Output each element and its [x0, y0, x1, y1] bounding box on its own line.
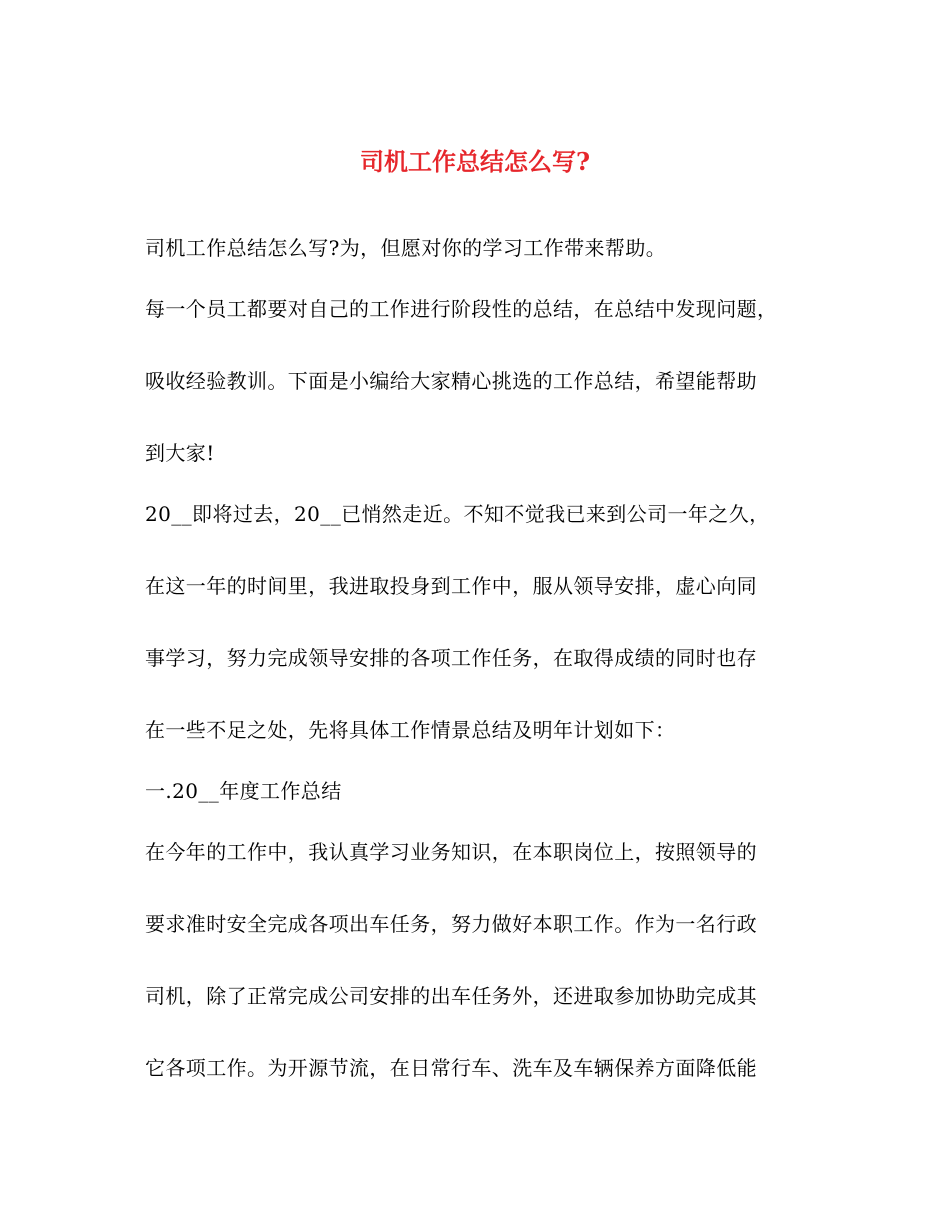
paragraph-line: 在今年的工作中，我认真学习业务知识，在本职岗位上，按照领导的	[145, 840, 757, 864]
paragraph-line: 20__即将过去，20__已悄然走近。不知不觉我已来到公司一年之久，	[145, 502, 770, 526]
paragraph-line: 司机，除了正常完成公司安排的出车任务外，还进取参加协助完成其	[145, 984, 757, 1008]
paragraph-line: 到大家!	[145, 441, 215, 465]
intro-line: 司机工作总结怎么写?为，但愿对你的学习工作带来帮助。	[145, 236, 667, 260]
paragraph-line: 要求准时安全完成各项出车任务，努力做好本职工作。作为一名行政	[145, 912, 757, 936]
paragraph-line: 在一些不足之处，先将具体工作情景总结及明年计划如下：	[145, 718, 676, 742]
paragraph-line: 它各项工作。为开源节流，在日常行车、洗车及车辆保养方面降低能	[145, 1056, 757, 1080]
paragraph-line: 每一个员工都要对自己的工作进行阶段性的总结，在总结中发现问题，	[145, 297, 778, 321]
document-title: 司机工作总结怎么写?	[359, 147, 591, 176]
paragraph-line: 吸收经验教训。下面是小编给大家精心挑选的工作总结，希望能帮助	[145, 369, 757, 393]
section-heading: 一.20__年度工作总结	[145, 779, 342, 803]
paragraph-line: 在这一年的时间里，我进取投身到工作中，服从领导安排，虚心向同	[145, 574, 757, 598]
paragraph-line: 事学习，努力完成领导安排的各项工作任务，在取得成绩的同时也存	[145, 646, 757, 670]
